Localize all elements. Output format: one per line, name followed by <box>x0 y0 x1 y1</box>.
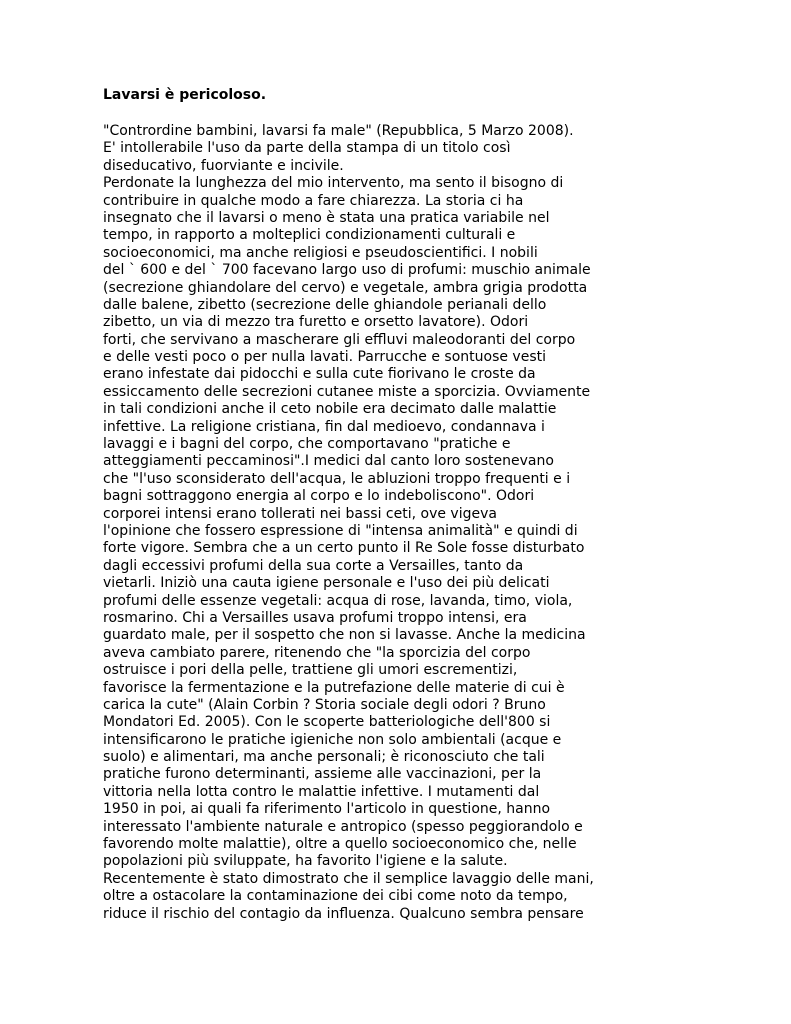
text-line: intensificarono le pratiche igieniche non solo ambientali (acque e <box>103 731 562 748</box>
text-line: pratiche furono determinanti, assieme alle vaccinazioni, per la <box>103 766 542 783</box>
text-line: dalle balene, zibetto (secrezione delle ghiandole perianali dello <box>103 296 547 313</box>
text-line: favorisce la fermentazione e la putrefazione delle materie di cui è <box>103 679 565 696</box>
text-line: ostruisce i pori della pelle, trattiene gli umori escrementizi, <box>103 662 518 679</box>
text-line: socioeconomici, ma anche religiosi e pseudoscientifici. I nobili <box>103 244 538 261</box>
text-line: popolazioni più sviluppate, ha favorito l'igiene e la salute. <box>103 853 508 870</box>
text-line: corporei intensi erano tollerati nei bassi ceti, ove vigeva <box>103 505 497 522</box>
text-line: vittoria nella lotta contro le malattie infettive. I mutamenti dal <box>103 783 540 800</box>
text-line: che "l'uso sconsiderato dell'acqua, le abluzioni troppo frequenti e i <box>103 470 571 487</box>
text-line: infettive. La religione cristiana, fin dal medioevo, condannava i <box>103 418 545 435</box>
text-line: "Contrordine bambini, lavarsi fa male" (Repubblica, 5 Marzo 2008). <box>103 123 574 139</box>
text-line: insegnato che il lavarsi o meno è stata una pratica variabile nel <box>103 209 550 226</box>
text-line: rosmarino. Chi a Versailles usava profumi troppo intensi, era <box>103 609 527 626</box>
text-line: forti, che servivano a mascherare gli effluvi maleodoranti del corpo <box>103 331 576 348</box>
text-line: Mondatori Ed. 2005). Con le scoperte batteriologiche dell'800 si <box>103 714 551 731</box>
text-line: contribuire in qualche modo a fare chiarezza. La storia ci ha <box>103 192 524 209</box>
text-line: aveva cambiato parere, ritenendo che "la sporcizia del corpo <box>103 644 531 661</box>
text-line: lavaggi e i bagni del corpo, che comportavano "pratiche e <box>103 436 511 453</box>
text-line: in tali condizioni anche il ceto nobile era decimato dalle malattie <box>103 401 557 418</box>
text-line: guardato male, per il sospetto che non si lavasse. Anche la medicina <box>103 627 586 644</box>
text-line: essiccamento delle secrezioni cutanee miste a sporcizia. Ovviamente <box>103 383 591 400</box>
text-line: interessato l'ambiente naturale e antropico (spesso peggiorandolo e <box>103 818 583 835</box>
text-line: Perdonate la lunghezza del mio intervento, ma sento il bisogno di <box>103 175 564 192</box>
text-line: l'opinione che fossero espressione di "intensa animalità" e quindi di <box>103 522 578 539</box>
text-line: forte vigore. Sembra che a un certo punto il Re Sole fosse disturbato <box>103 540 585 557</box>
text-line: atteggiamenti peccaminosi".I medici dal canto loro sostenevano <box>103 453 554 470</box>
text-line: suolo) e alimentari, ma anche personali; è riconosciuto che tali <box>103 749 545 766</box>
text-line: vietarli. Iniziò una cauta igiene personale e l'uso dei più delicati <box>103 575 550 592</box>
text-line: Recentemente è stato dimostrato che il semplice lavaggio delle mani, <box>103 870 594 887</box>
text-line: diseducativo, fuorviante e incivile. <box>103 157 344 174</box>
text-line: e delle vesti poco o per nulla lavati. Parrucche e sontuose vesti <box>103 349 546 366</box>
text-line: erano infestate dai pidocchi e sulla cute fiorivano le croste da <box>103 366 536 383</box>
document-body <box>103 123 594 923</box>
text-line: tempo, in rapporto a molteplici condizionamenti culturali e <box>103 227 516 244</box>
text-line: riduce il rischio del contagio da influenza. Qualcuno sembra pensare <box>103 905 584 922</box>
text-line: zibetto, un via di mezzo tra furetto e orsetto lavatore). Odori <box>103 314 529 331</box>
text-line: bagni sottraggono energia al corpo e lo indeboliscono". Odori <box>103 488 535 505</box>
text-line: carica la cute" (Alain Corbin ? Storia sociale degli odori ? Bruno <box>103 696 546 713</box>
text-line: (secrezione ghiandolare del cervo) e vegetale, ambra grigia prodotta <box>103 279 588 296</box>
text-line: favorendo molte malattie), oltre a quello socioeconomico che, nelle <box>103 836 577 853</box>
text-line: E' intollerabile l'uso da parte della stampa di un titolo così <box>103 140 511 157</box>
text-line: del ` 600 e del ` 700 facevano largo uso di profumi: muschio animale <box>103 262 591 279</box>
text-line: profumi delle essenze vegetali: acqua di rose, lavanda, timo, viola, <box>103 592 573 609</box>
document-title: Lavarsi è pericoloso. <box>103 87 267 103</box>
text-line: 1950 in poi, ai quali fa riferimento l'articolo in questione, hanno <box>103 801 551 818</box>
text-line: oltre a ostacolare la contaminazione dei cibi come noto da tempo, <box>103 888 568 905</box>
text-line: dagli eccessivi profumi della sua corte a Versailles, tanto da <box>103 557 524 574</box>
